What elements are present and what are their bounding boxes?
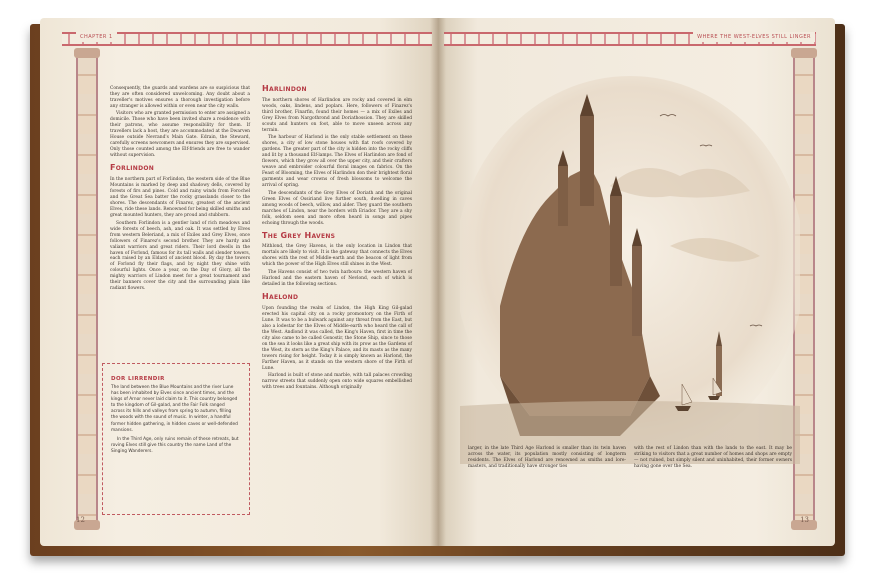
forlindon-heading: Forlindon <box>110 163 155 173</box>
right-paragraph-2: with the rest of Lindon than with the lands to the east. It may be striking to visitors that a great number of homes and shops are empty — not ruined, but simply silent and uninhabited, their former owners having gone over the Sea. <box>634 446 792 469</box>
sidebar-title: DOR LIRRENDIR <box>111 376 165 382</box>
sidebar-paragraph-1: The land between the Blue Mountains and the river Lune has been inhabited by Elves since ancient times, and the kings of Arnor never laid claim to it. This country belonged to the kingdom of Gil-galad, and the Fair Folk ranged across its hills and valleys from spring to autumn, filling the woods with the sound of music. In winter, a handful former hidden gathering, in hidden caves or well-defended mansions. <box>111 385 238 433</box>
grey-havens-paragraph-1: Mithlond, the Grey Havens, is the only location in Lindon that mortals are likely to visit. It is the gateway that connects the Elves shores with the rest of Middle-earth and the beacon of light from which the power of the High Elves still shines in the West. <box>262 244 412 268</box>
running-title: WHERE THE WEST-ELVES STILL LINGER <box>693 32 815 42</box>
chapter-label: CHAPTER 1 <box>76 32 117 42</box>
top-border-band <box>62 32 432 46</box>
forlindon-paragraph-1: In the northern part of Forlindon, the western side of the Blue Mountains is marked by deep and shadowy dells, covered by forests of firs and pines. Cold and rainy winds from Forochel and the Great Sea batter the rocky grasslands closer to the shores. The descendants of Finarez, greatest of the ancient Elves, ride these lands. Renowned for being skilled smiths and great mounted hunters, they are proud and stubborn. <box>110 177 250 219</box>
harlindon-paragraph-1: The northern shores of Harlindon are rocky and covered in elm woods, oaks, lindens, and poplars. Here, followers of Finarez's third brother, Finarfin, found their homes — a mix of Exiles and Grey Elves from Nargothrond and Doriathossion. They are skilled scouts and hunters on foot, able to move unseen across any terrain. <box>262 97 412 133</box>
sidebar-box <box>102 363 250 515</box>
grey-havens-paragraph-2: The Havens consist of two twin harbours: the western haven of Harlond and the eastern haven of Nevlond, each of which is detailed in the following sections. <box>262 269 412 287</box>
right-column-1 <box>468 446 626 471</box>
pillar-cap-right <box>791 48 817 58</box>
left-ornamental-pillar <box>76 54 98 524</box>
harlindon-heading: Harlindon <box>262 84 307 93</box>
tower-left <box>558 166 568 226</box>
tower-right <box>610 196 622 286</box>
ship-hull <box>708 396 720 400</box>
open-book <box>30 18 845 556</box>
intro-paragraph-1: Consequently, the guards and wardens are so suspicious that they are often considered unwelcoming. Any doubt about a traveller's motives ensures a thorough investigation before any stranger is allowed within or even near the city walls. <box>110 86 250 109</box>
sidebar-text <box>111 385 239 455</box>
intro-paragraph-2: Visitors who are granted permission to enter are assigned a domicile. Those who have been invited share a residence with their patrons, who assume responsibility for them. If travellers lack a host, they are accommodated at the Dwarven House outside Nevrand's Main Gate. Edrain, the Steward, carefully screens newcomers and ensures they are supervised. Only those counted among the Elf-friends are free to wander without supervision. <box>110 111 251 159</box>
haelond-paragraph-2: Harlond is built of stone and marble, with tall palaces crowding narrow streets that suddenly open onto wide squares embellished with trees and fountains. Although originally <box>262 373 412 390</box>
sidebar-paragraph-2: In the Third Age, only ruins remain of these retreats, but roving Elves still give this country the name Land of the Singing Wanderers. <box>111 436 239 454</box>
haelond-paragraph-1: Upon founding the realm of Lindon, the High King Gil-galad erected his capital city on a rocky promontory on the Firth of Lune. It was to be a bulwark against any threat from the East, but also a lodestar for the Elves of Middle-earth who heard the call of the West. Andlond it was called, the King's Haven, first in time the city also came to be called Gonostir, the Stone Ship, since to those on the sea it looks like a great ship with its prow as the Gardens of the West, its stern as the King's Palace, and its masts as the many towers rising for height. Today it is simply known as Harlond, the Farther Haven, as it stands on the western shore of the Firth of Lune. <box>262 305 412 371</box>
harlindon-paragraph-3: The descendants of the Grey Elves of Doriath and the original Green Elves of Ossiriand live further south, dwelling in caves among woods of beech, willow, and alder. They guard the southern marches of Lindon, near the borders with Eriador. They are a shy folk, seldom seen and more often heard in songs and pipes echoing through the woods. <box>262 190 412 226</box>
castle-illustration <box>460 76 800 464</box>
right-column-2 <box>634 446 792 471</box>
grey-havens-heading: The Grey Havens <box>262 230 336 240</box>
tower-far <box>632 246 642 336</box>
page-number-left: 12 <box>76 516 85 524</box>
forlindon-paragraph-2: Southern Forlindon is a gentler land of rich meadows and wide forests of beech, ash, and oak. It was settled by Elves from western Beleriand, a mix of Exiles and Grey Elves, once followers of Finarez's second brother. They are hardy and valiant warriors and great riders. Their lord dwells in the haven of Forlond, famous for its tall walls and slender towers, each raised by an Eldard of ancient blood. By day the towers of Forlond fly their flags, and by night they shine with colourful lights. Once a year, on the Day of Glory, all the mighty warriors of Lindon meet for a great tournament and their banners cover the city and the surrounding plain like radiant flowers. <box>110 220 250 292</box>
left-column-2 <box>262 80 412 392</box>
haelond-heading: Haelond <box>262 291 299 301</box>
pillar-cap <box>74 48 100 58</box>
right-page <box>438 18 835 546</box>
left-page <box>40 18 438 546</box>
tower-main <box>580 116 594 206</box>
right-paragraph-1: larger, in the late Third Age Harlond is smaller than its twin haven across the water, its population mostly consisting of longterm residents. The Elves of Harlond are renowned as smiths and lore-masters, and traditionally have stronger ties <box>468 446 626 469</box>
harlindon-paragraph-2: The harbour of Harlond is the only stable settlement on these shores, a city of low stone houses with flat roofs covered by gardens. The greater part of the city is hidden into the rocky cliffs and lit by a thousand Elf-lamps. The Elves of Harlindon are fond of flowers, which they grow all over the upper city, and their crafters weave and embroider colourful floral images on fabrics. On the Feast of Blooming, the Elves of Harlindon don their brightest floral garments and wear crowns of fresh blossoms to welcome the arrival of spring. <box>262 135 412 189</box>
left-column-1 <box>110 86 250 294</box>
page-number-right: 13 <box>800 516 809 524</box>
book-gutter <box>430 18 446 546</box>
